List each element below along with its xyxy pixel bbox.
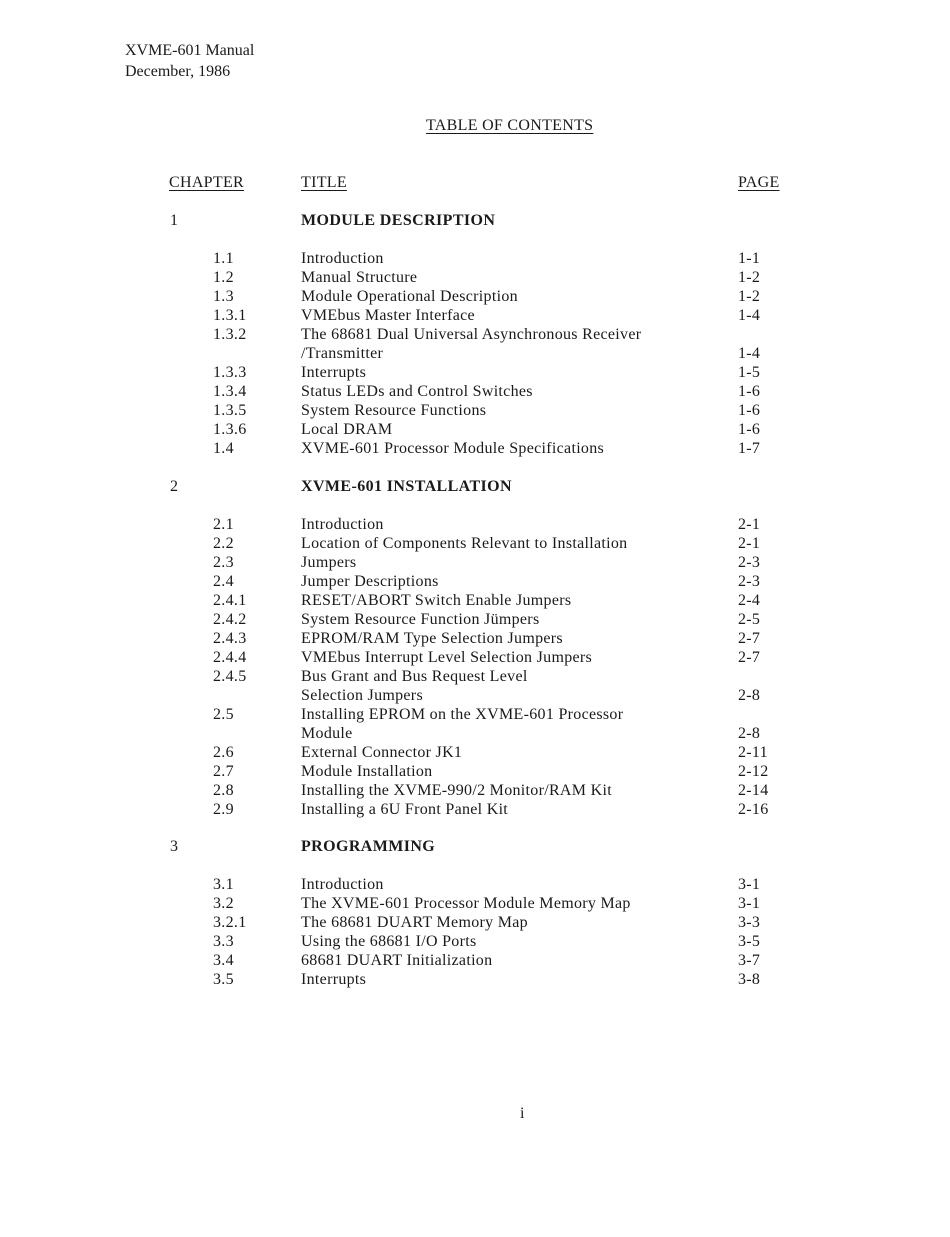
section-number: 2.3	[213, 554, 234, 571]
column-header-title: TITLE	[301, 174, 347, 191]
section-title: VMEbus Master Interface	[301, 307, 475, 324]
chapter-title: MODULE DESCRIPTION	[301, 212, 496, 229]
section-title: Interrupts	[301, 364, 367, 381]
section-number: 2.4	[213, 573, 234, 590]
section-page: 1-6	[738, 421, 761, 438]
section-number: 1.3.2	[213, 326, 247, 343]
section-title: XVME-601 Processor Module Specifications	[301, 440, 605, 457]
section-page: 2-14	[738, 782, 769, 799]
section-title: RESET/ABORT Switch Enable Jumpers	[301, 592, 572, 609]
section-title: The 68681 Dual Universal Asynchronous Receiver	[301, 326, 642, 343]
section-title: Introduction	[301, 516, 384, 533]
section-title: VMEbus Interrupt Level Selection Jumpers	[301, 649, 593, 666]
column-header-chapter: CHAPTER	[169, 174, 244, 191]
section-title: Introduction	[301, 250, 384, 267]
chapter-number: 2	[170, 478, 178, 495]
section-title: Installing a 6U Front Panel Kit	[301, 801, 509, 818]
section-title: System Resource Function Jümpers	[301, 611, 540, 628]
section-number: 2.2	[213, 535, 234, 552]
section-page: 1-7	[738, 440, 761, 457]
section-page: 2-11	[738, 744, 768, 761]
section-title: Introduction	[301, 876, 384, 893]
section-page: 1-2	[738, 269, 761, 286]
section-number: 1.3.1	[213, 307, 247, 324]
section-title: Installing the XVME-990/2 Monitor/RAM Kit	[301, 782, 612, 799]
column-header-page: PAGE	[738, 174, 780, 191]
section-number: 2.7	[213, 763, 234, 780]
section-page: 2-3	[738, 573, 761, 590]
section-title: Status LEDs and Control Switches	[301, 383, 533, 400]
section-title: Jumpers	[301, 554, 357, 571]
section-page: 2-16	[738, 801, 769, 818]
section-page: 2-4	[738, 592, 761, 609]
page-number: i	[520, 1105, 525, 1122]
section-number: 3.3	[213, 933, 234, 950]
section-page: 3-1	[738, 895, 761, 912]
section-number: 2.4.3	[213, 630, 247, 647]
section-page: 3-8	[738, 971, 761, 988]
section-page: 2-7	[738, 649, 761, 666]
section-page: 2-1	[738, 535, 761, 552]
section-page: 2-12	[738, 763, 769, 780]
section-page: 2-8	[738, 687, 761, 704]
section-title: Selection Jumpers	[301, 687, 423, 704]
chapter-title: PROGRAMMING	[301, 838, 436, 855]
section-number: 1.3.4	[213, 383, 247, 400]
section-page: 2-1	[738, 516, 761, 533]
section-number: 1.3.5	[213, 402, 247, 419]
document-header	[125, 40, 254, 82]
section-title: Jumper Descriptions	[301, 573, 439, 590]
section-number: 2.4.1	[213, 592, 247, 609]
section-number: 2.4.4	[213, 649, 247, 666]
section-page: 3-5	[738, 933, 761, 950]
section-title: 68681 DUART Initialization	[301, 952, 493, 969]
section-page: 2-5	[738, 611, 761, 628]
section-title: System Resource Functions	[301, 402, 487, 419]
section-page: 2-8	[738, 725, 761, 742]
section-title: Module	[301, 725, 353, 742]
section-page: 1-4	[738, 307, 761, 324]
section-number: 3.5	[213, 971, 234, 988]
section-number: 2.8	[213, 782, 234, 799]
manual-name: XVME-601 Manual	[125, 42, 255, 59]
section-number: 2.5	[213, 706, 234, 723]
section-number: 1.2	[213, 269, 234, 286]
section-number: 3.2	[213, 895, 234, 912]
section-number: 2.4.2	[213, 611, 247, 628]
section-title: Manual Structure	[301, 269, 418, 286]
section-number: 2.1	[213, 516, 234, 533]
section-title: Using the 68681 I/O Ports	[301, 933, 477, 950]
section-number: 1.3.3	[213, 364, 247, 381]
section-number: 3.2.1	[213, 914, 247, 931]
section-page: 3-3	[738, 914, 761, 931]
section-title: Bus Grant and Bus Request Level	[301, 668, 528, 685]
section-title: Installing EPROM on the XVME-601 Processor	[301, 706, 624, 723]
section-page: 3-7	[738, 952, 761, 969]
section-number: 1.3	[213, 288, 234, 305]
section-page: 2-3	[738, 554, 761, 571]
section-title: The 68681 DUART Memory Map	[301, 914, 528, 931]
section-title: Module Installation	[301, 763, 433, 780]
section-title: /Transmitter	[301, 345, 384, 362]
section-page: 1-4	[738, 345, 761, 362]
section-number: 1.3.6	[213, 421, 247, 438]
section-number: 2.4.5	[213, 668, 247, 685]
section-title: Interrupts	[301, 971, 367, 988]
chapter-number: 3	[170, 838, 178, 855]
section-page: 2-7	[738, 630, 761, 647]
chapter-title: XVME-601 INSTALLATION	[301, 478, 512, 495]
section-page: 1-1	[738, 250, 761, 267]
section-title: External Connector JK1	[301, 744, 463, 761]
chapter-number: 1	[170, 212, 178, 229]
section-title: Local DRAM	[301, 421, 393, 438]
section-title: Module Operational Description	[301, 288, 518, 305]
section-page: 1-6	[738, 402, 761, 419]
section-page: 1-6	[738, 383, 761, 400]
section-number: 1.4	[213, 440, 234, 457]
manual-date: December, 1986	[125, 63, 231, 80]
toc-title: TABLE OF CONTENTS	[426, 117, 594, 134]
section-title: The XVME-601 Processor Module Memory Map	[301, 895, 631, 912]
section-number: 2.6	[213, 744, 234, 761]
section-number: 2.9	[213, 801, 234, 818]
section-page: 1-2	[738, 288, 761, 305]
section-title: Location of Components Relevant to Installation	[301, 535, 628, 552]
section-page: 3-1	[738, 876, 761, 893]
section-number: 3.4	[213, 952, 234, 969]
section-number: 3.1	[213, 876, 234, 893]
section-title: EPROM/RAM Type Selection Jumpers	[301, 630, 563, 647]
section-page: 1-5	[738, 364, 761, 381]
section-number: 1.1	[213, 250, 234, 267]
